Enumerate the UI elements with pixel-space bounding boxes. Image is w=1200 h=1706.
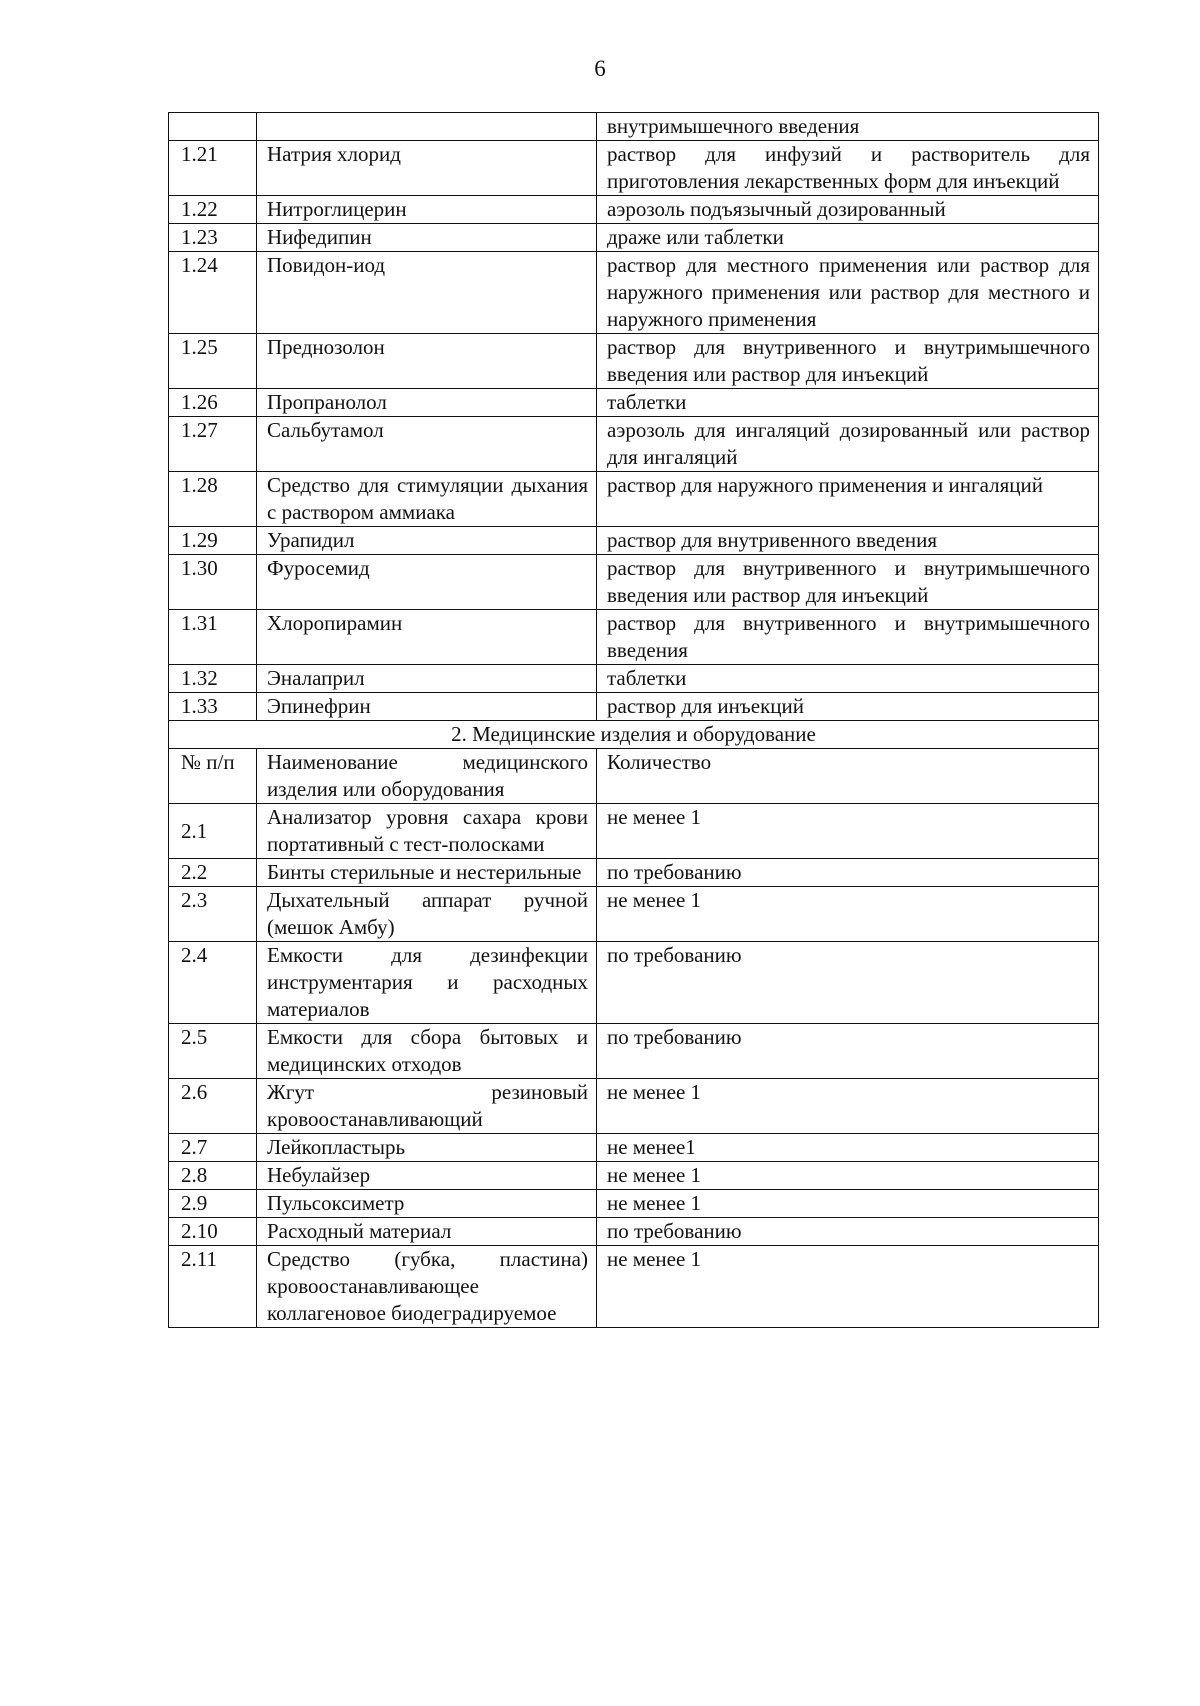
- table-row: [169, 610, 1099, 665]
- table-row: [169, 1162, 1099, 1190]
- table-row: [169, 113, 1099, 141]
- item-quantity: по требованию: [597, 1024, 1099, 1079]
- item-quantity: не менее 1: [597, 1162, 1099, 1190]
- medicine-form: таблетки: [597, 389, 1099, 417]
- row-number: 2.2: [169, 859, 257, 887]
- medicine-form: аэрозоль подъязычный дозированный: [597, 196, 1099, 224]
- equipment-section: [169, 721, 1099, 1328]
- medicine-form: драже или таблетки: [597, 224, 1099, 252]
- table-row: [169, 334, 1099, 389]
- section-title: 2. Медицинские изделия и оборудование: [169, 721, 1099, 749]
- item-name: Пульсоксиметр: [257, 1190, 597, 1218]
- row-number: 1.28: [169, 472, 257, 527]
- medicine-name: Нитроглицерин: [257, 196, 597, 224]
- row-number: 2.10: [169, 1218, 257, 1246]
- item-quantity: по требованию: [597, 859, 1099, 887]
- row-number: 2.11: [169, 1246, 257, 1328]
- table-row: [169, 1079, 1099, 1134]
- item-name: Лейкопластырь: [257, 1134, 597, 1162]
- table-row: [169, 252, 1099, 334]
- table-row: [169, 1218, 1099, 1246]
- medicine-name: Преднозолон: [257, 334, 597, 389]
- row-number: 2.3: [169, 887, 257, 942]
- medicine-name: Фуросемид: [257, 555, 597, 610]
- row-number: 1.25: [169, 334, 257, 389]
- medicine-form: раствор для наружного применения и ингаляций: [597, 472, 1099, 527]
- medicines-section: [169, 113, 1099, 721]
- medicine-form: раствор для внутривенного введения: [597, 527, 1099, 555]
- medicine-name: Эналаприл: [257, 665, 597, 693]
- row-number: 2.8: [169, 1162, 257, 1190]
- row-number: 2.4: [169, 942, 257, 1024]
- item-quantity: не менее1: [597, 1134, 1099, 1162]
- table-row: [169, 472, 1099, 527]
- table-row: [169, 389, 1099, 417]
- row-number: 1.23: [169, 224, 257, 252]
- page-number: 6: [594, 56, 606, 81]
- item-name: Дыхательный аппарат ручной (мешок Амбу): [257, 887, 597, 942]
- column-header-name: Наименование медицинского изделия или оборудования: [257, 749, 597, 804]
- item-name: Небулайзер: [257, 1162, 597, 1190]
- section-heading-row: [169, 721, 1099, 749]
- row-number: 1.30: [169, 555, 257, 610]
- table-row: [169, 417, 1099, 472]
- table-row: [169, 527, 1099, 555]
- table-row: [169, 555, 1099, 610]
- item-name: Расходный материал: [257, 1218, 597, 1246]
- column-header-number: № п/п: [169, 749, 257, 804]
- row-number: 1.22: [169, 196, 257, 224]
- medicine-form: аэрозоль для ингаляций дозированный или раствор для ингаляций: [597, 417, 1099, 472]
- table-row: [169, 1134, 1099, 1162]
- medicine-name: Урапидил: [257, 527, 597, 555]
- item-quantity: по требованию: [597, 1218, 1099, 1246]
- table-row: [169, 224, 1099, 252]
- table-row: [169, 942, 1099, 1024]
- row-number: 1.33: [169, 693, 257, 721]
- table-row: [169, 693, 1099, 721]
- row-number: 1.29: [169, 527, 257, 555]
- medicine-name: Хлоропирамин: [257, 610, 597, 665]
- medicine-form: раствор для местного применения или раствор для наружного применения или раствор для местного и наружного применения: [597, 252, 1099, 334]
- table-row: [169, 859, 1099, 887]
- item-quantity: не менее 1: [597, 887, 1099, 942]
- equipment-table: [168, 112, 1099, 1328]
- medicine-name: Сальбутамол: [257, 417, 597, 472]
- row-number: [169, 113, 257, 141]
- item-name: Средство (губка, пластина) кровоостанавливающее коллагеновое биодеградируемое: [257, 1246, 597, 1328]
- row-number: 1.31: [169, 610, 257, 665]
- medicine-form: раствор для внутривенного и внутримышечного введения: [597, 610, 1099, 665]
- item-name: Емкости для сбора бытовых и медицинских отходов: [257, 1024, 597, 1079]
- item-quantity: не менее 1: [597, 1079, 1099, 1134]
- medicine-name: Пропранолол: [257, 389, 597, 417]
- medicine-form: раствор для инфузий и растворитель для приготовления лекарственных форм для инъекций: [597, 141, 1099, 196]
- row-number: 1.27: [169, 417, 257, 472]
- row-number: 1.26: [169, 389, 257, 417]
- table-header-row: [169, 749, 1099, 804]
- item-name: Анализатор уровня сахара крови портативный с тест-полосками: [257, 804, 597, 859]
- medicine-name: Эпинефрин: [257, 693, 597, 721]
- medicine-name: Повидон-иод: [257, 252, 597, 334]
- row-number: 1.21: [169, 141, 257, 196]
- table-row: [169, 196, 1099, 224]
- row-number: 2.7: [169, 1134, 257, 1162]
- medicine-name: [257, 113, 597, 141]
- medicine-form: раствор для инъекций: [597, 693, 1099, 721]
- table-row: [169, 804, 1099, 859]
- medicine-name: Нифедипин: [257, 224, 597, 252]
- row-number: 2.1: [169, 804, 257, 859]
- row-number: 2.9: [169, 1190, 257, 1218]
- column-header-quantity: Количество: [597, 749, 1099, 804]
- medicine-name: Натрия хлорид: [257, 141, 597, 196]
- item-name: Емкости для дезинфекции инструментария и расходных материалов: [257, 942, 597, 1024]
- item-quantity: не менее 1: [597, 1190, 1099, 1218]
- table-row: [169, 1246, 1099, 1328]
- row-number: 2.5: [169, 1024, 257, 1079]
- item-name: Жгут резиновый кровоостанавливающий: [257, 1079, 597, 1134]
- item-quantity: не менее 1: [597, 1246, 1099, 1328]
- medicine-form: раствор для внутривенного и внутримышечного введения или раствор для инъекций: [597, 334, 1099, 389]
- medicine-form: раствор для внутривенного и внутримышечного введения или раствор для инъекций: [597, 555, 1099, 610]
- medicine-name: Средство для стимуляции дыхания с раствором аммиака: [257, 472, 597, 527]
- item-name: Бинты стерильные и нестерильные: [257, 859, 597, 887]
- row-number: 2.6: [169, 1079, 257, 1134]
- row-number: 1.24: [169, 252, 257, 334]
- table-row: [169, 665, 1099, 693]
- table-row: [169, 887, 1099, 942]
- row-number: 1.32: [169, 665, 257, 693]
- table-row: [169, 1024, 1099, 1079]
- item-quantity: по требованию: [597, 942, 1099, 1024]
- item-quantity: не менее 1: [597, 804, 1099, 859]
- medicine-form: внутримышечного введения: [597, 113, 1099, 141]
- table-row: [169, 1190, 1099, 1218]
- table-row: [169, 141, 1099, 196]
- medicine-form: таблетки: [597, 665, 1099, 693]
